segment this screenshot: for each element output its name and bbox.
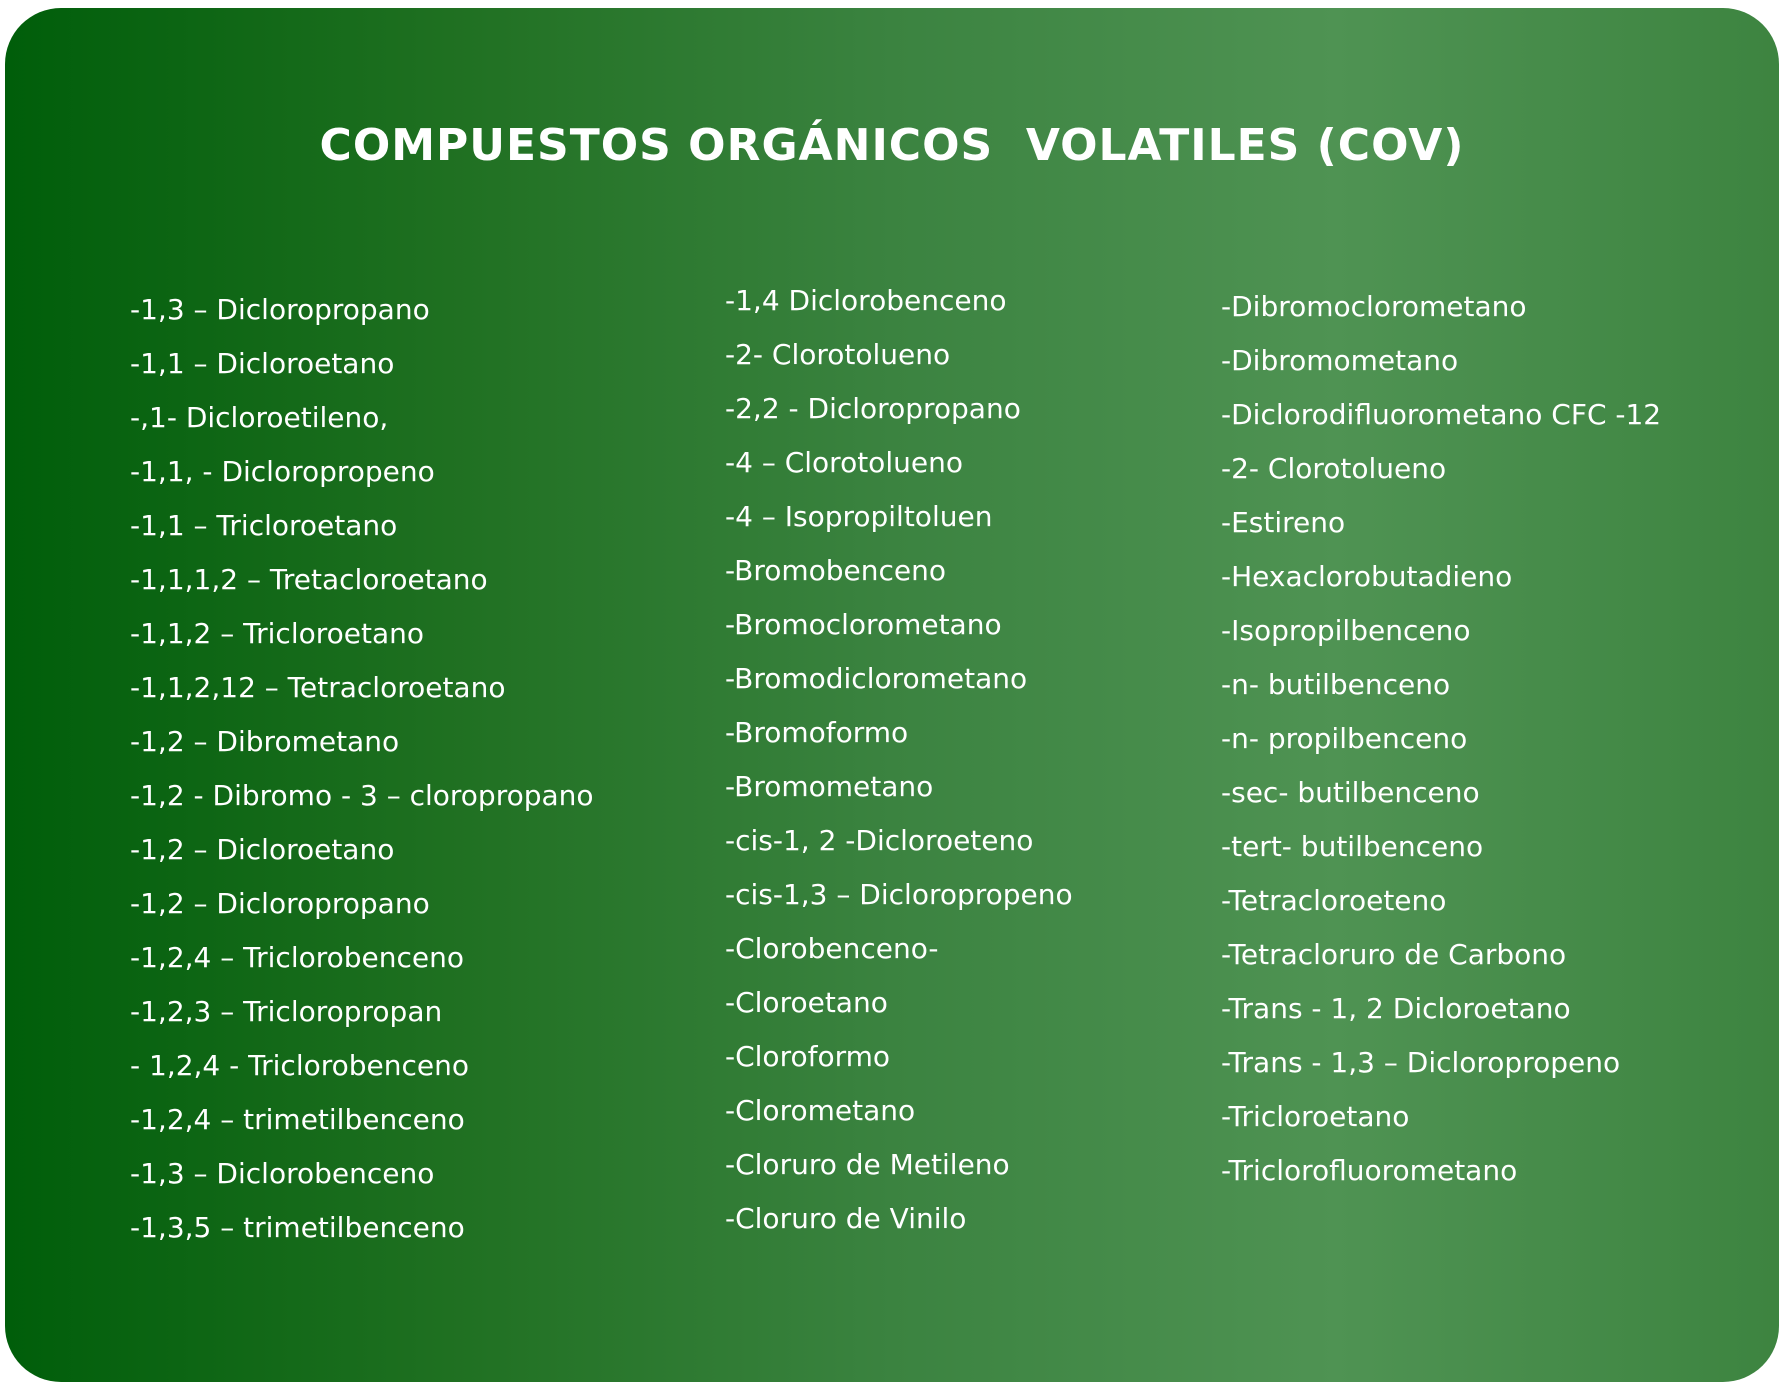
compound-list-item: -Dibromoclorometano: [1221, 290, 1527, 323]
compound-list-item: -Dibromometano: [1221, 344, 1459, 377]
compound-list-column-1: [130, 283, 594, 1255]
compound-list-item: -Tetracloroeteno: [1221, 884, 1447, 917]
compound-list-item: -Cloruro de Metileno: [725, 1148, 1010, 1181]
compound-list-item: -,1- Dicloroetileno,: [130, 401, 389, 434]
compound-list-item: -n- propilbenceno: [1221, 722, 1468, 755]
compound-list-item: -Estireno: [1221, 506, 1346, 539]
compound-list-item: -1,1 – Dicloroetano: [130, 347, 395, 380]
compound-list-item: -Bromobenceno: [725, 554, 946, 587]
compound-list-item: -1,2 – Dicloropropano: [130, 887, 430, 920]
compound-list-item: -cis-1, 2 -Dicloroeteno: [725, 824, 1034, 857]
compound-list-item: -4 – Clorotolueno: [725, 446, 963, 479]
compound-list-item: -1,1, - Dicloropropeno: [130, 455, 435, 488]
compound-list-item: -1,2 - Dibromo - 3 – cloropropano: [130, 779, 594, 812]
compound-list-item: -Cloroetano: [725, 986, 888, 1019]
compound-list-item: -Trans - 1,3 – Dicloropropeno: [1221, 1046, 1621, 1079]
cov-panel: [5, 8, 1779, 1382]
compound-list-item: -cis-1,3 – Dicloropropeno: [725, 878, 1073, 911]
compound-list-item: -Bromometano: [725, 770, 934, 803]
compound-list-item: -1,3 – Diclorobenceno: [130, 1157, 435, 1190]
compound-list-item: -Tetracloruro de Carbono: [1221, 938, 1567, 971]
compound-list-item: -Diclorodifluorometano CFC -12: [1221, 398, 1662, 431]
compound-list-column-2: [725, 274, 1073, 1246]
compound-list-item: -2- Clorotolueno: [1221, 452, 1447, 485]
compound-list-item: -Bromoclorometano: [725, 608, 1002, 641]
compound-list-item: -1,2,4 – trimetilbenceno: [130, 1103, 465, 1136]
compound-list-item: -Isopropilbenceno: [1221, 614, 1471, 647]
compound-list-item: -1,3,5 – trimetilbenceno: [130, 1211, 465, 1244]
compound-list-item: -1,1,2 – Tricloroetano: [130, 617, 424, 650]
compound-list-item: -Clorobenceno-: [725, 932, 939, 965]
compound-list-item: -Trans - 1, 2 Dicloroetano: [1221, 992, 1571, 1025]
compound-list-item: -1,2 – Dibrometano: [130, 725, 400, 758]
compound-list-item: -2- Clorotolueno: [725, 338, 951, 371]
compound-list-item: -2,2 - Dicloropropano: [725, 392, 1021, 425]
compound-list-item: -1,2 – Dicloroetano: [130, 833, 395, 866]
compound-list-item: -Cloruro de Vinilo: [725, 1202, 967, 1235]
compound-list-item: -Tricloroetano: [1221, 1100, 1410, 1133]
compound-list-item: -sec- butilbenceno: [1221, 776, 1480, 809]
page-title: COMPUESTOS ORGÁNICOS VOLATILES (COV): [319, 120, 1465, 171]
compound-list-item: -1,2,3 – Tricloropropan: [130, 995, 443, 1028]
compound-list-item: -4 – Isopropiltoluen: [725, 500, 993, 533]
compound-list-item: -Bromodiclorometano: [725, 662, 1028, 695]
compound-list-item: -1,3 – Dicloropropano: [130, 293, 430, 326]
compound-list-column-3: [1221, 280, 1661, 1198]
compound-list-item: -1,1 – Tricloroetano: [130, 509, 398, 542]
compound-list-item: -Triclorofluorometano: [1221, 1154, 1518, 1187]
compound-list-item: -tert- butilbenceno: [1221, 830, 1484, 863]
compound-list-item: -Bromoformo: [725, 716, 909, 749]
compound-list-item: -1,1,1,2 – Tretacloroetano: [130, 563, 488, 596]
compound-list-item: -Hexaclorobutadieno: [1221, 560, 1513, 593]
compound-list-item: -1,1,2,12 – Tetracloroetano: [130, 671, 506, 704]
compound-list-item: -Clorometano: [725, 1094, 916, 1127]
compound-list-item: -n- butilbenceno: [1221, 668, 1451, 701]
compound-list-item: -Cloroformo: [725, 1040, 891, 1073]
compound-list-item: -1,4 Diclorobenceno: [725, 284, 1007, 317]
compound-list-item: -1,2,4 – Triclorobenceno: [130, 941, 465, 974]
compound-list-item: - 1,2,4 - Triclorobenceno: [130, 1049, 470, 1082]
